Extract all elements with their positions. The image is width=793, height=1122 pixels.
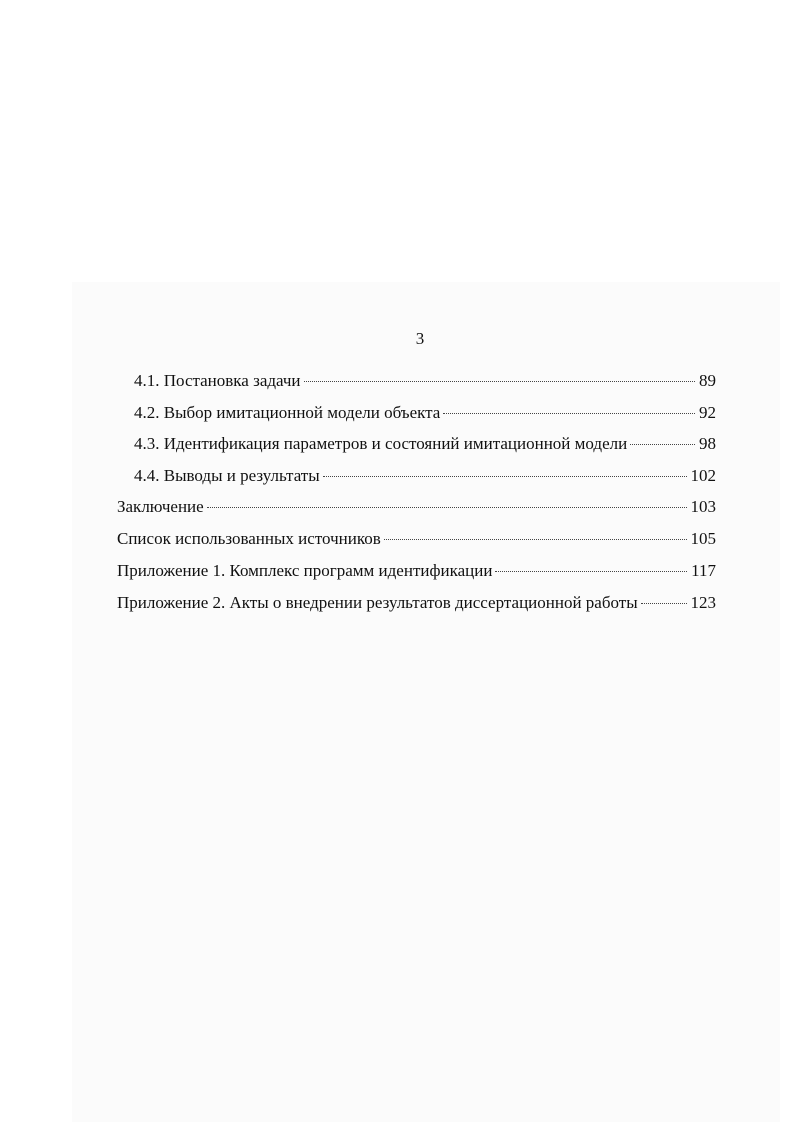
toc-entry-page: 89 — [699, 371, 716, 390]
toc-entry — [117, 592, 716, 614]
toc-entry-page: 105 — [690, 529, 716, 548]
page-number: 3 — [415, 329, 425, 348]
toc-entry-title: Список использованных источников — [117, 529, 381, 548]
toc-leader-dots — [384, 538, 687, 540]
toc-entry — [134, 370, 716, 392]
toc-entry — [117, 496, 716, 518]
toc-entry-page: 117 — [691, 561, 716, 580]
toc-entry-page: 98 — [699, 434, 716, 453]
toc-entry-title: 4.2. Выбор имитационной модели объекта — [134, 403, 441, 422]
toc-entry-title: 4.3. Идентификация параметров и состояний имитационной модели — [134, 434, 628, 453]
toc-entry-title: 4.4. Выводы и результаты — [134, 466, 320, 485]
toc-entry — [134, 402, 716, 424]
toc-leader-dots — [207, 506, 687, 508]
toc-entry-title: Приложение 1. Комплекс программ идентификации — [117, 561, 493, 580]
toc-entry-title: 4.1. Постановка задачи — [134, 371, 301, 390]
toc-leader-dots — [495, 570, 687, 572]
toc-leader-dots — [304, 380, 695, 382]
toc-entry-page: 103 — [690, 497, 716, 516]
toc-entry — [117, 560, 716, 582]
toc-entry-title: Заключение — [117, 497, 204, 516]
toc-entry-page: 123 — [690, 593, 716, 612]
toc-entry — [134, 465, 716, 487]
toc-entry — [117, 528, 716, 550]
toc-entry — [134, 433, 716, 455]
toc-entry-page: 92 — [699, 403, 716, 422]
toc-leader-dots — [443, 412, 695, 414]
toc-entry-page: 102 — [690, 466, 716, 485]
toc-entry-title: Приложение 2. Акты о внедрении результатов диссертационной работы — [117, 593, 638, 612]
toc-leader-dots — [641, 602, 687, 604]
toc-leader-dots — [323, 475, 687, 477]
toc-leader-dots — [630, 443, 695, 445]
